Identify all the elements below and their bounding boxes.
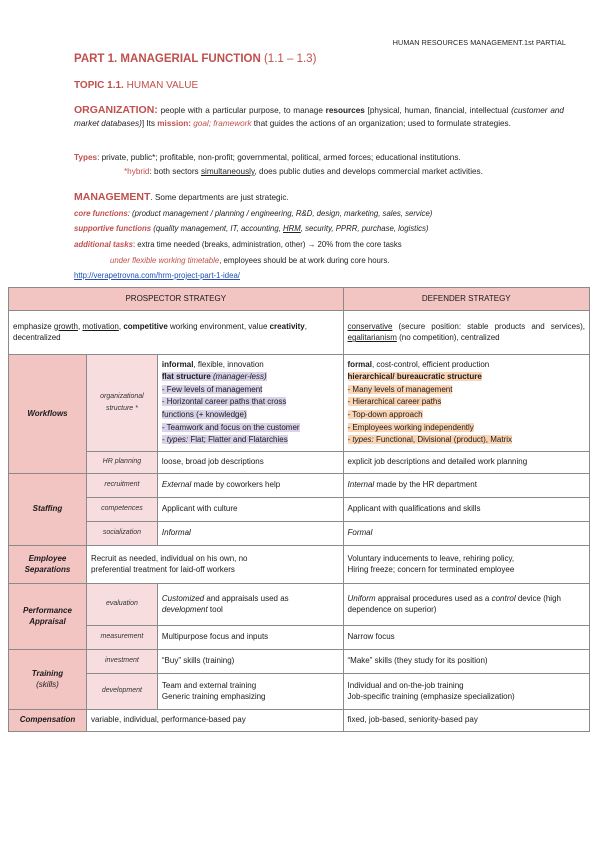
- separations-category: Employee Separations: [9, 545, 87, 583]
- cell-text: working environment, value: [167, 321, 270, 331]
- cell-text: appraisal procedures used as a: [375, 593, 492, 603]
- cell-line: [162, 384, 339, 397]
- cell-text: - Employees working independently: [347, 422, 474, 432]
- hybrid-label: *hybrid: [124, 167, 150, 176]
- cell-text: control: [491, 593, 516, 603]
- cell-text: - Horizontal career paths that cross: [161, 397, 287, 407]
- organization-term: ORGANIZATION:: [74, 104, 158, 116]
- prospector-separations: [86, 545, 343, 583]
- types-paragraph: [74, 152, 564, 165]
- hybrid-paragraph: [124, 166, 564, 179]
- table-row: [9, 583, 590, 625]
- running-header: HUMAN RESOURCES MANAGEMENT.1st PARTIAL: [392, 38, 566, 47]
- part-heading-bold: PART 1. MANAGERIAL FUNCTION: [74, 53, 261, 65]
- organization-text: [physical, human, financial, intellectual: [364, 106, 512, 115]
- cell-line: Generic training emphasizing: [161, 692, 266, 702]
- cell-text: device (high dependence on superior): [347, 593, 561, 615]
- cell-text: - Teamwork and focus on the customer: [161, 422, 300, 432]
- additional-tasks-text: : extra time needed (breaks, administration, other) → 20% from the core tasks: [132, 240, 402, 249]
- table-row: [9, 473, 590, 497]
- appraisal-category: Performance Appraisal: [9, 583, 87, 649]
- cell-text: , cost-control, efficient production: [371, 359, 490, 369]
- types-text: : private, public*; profitable, non-profit; governmental, political, armed forces; educational institutions.: [97, 153, 461, 162]
- cell-line: [162, 396, 339, 409]
- core-functions-text: : (product management / planning / engineering, R&D, design, marketing, sales, service): [127, 209, 433, 218]
- defender-separations: [343, 545, 589, 583]
- hrm-term: HRM: [283, 224, 301, 233]
- cell-text: - Many levels of management: [347, 384, 453, 394]
- org-structure-subcategory: organizational structure *: [86, 354, 157, 451]
- hierarchical-term: hierarchical/ bureaucratic structure: [347, 372, 482, 382]
- part-heading-range: (1.1 – 1.3): [260, 53, 317, 65]
- cell-text: (no competition), centralized: [396, 333, 500, 343]
- reference-link[interactable]: http://verapetrovna.com/hrm-project-part-1-idea/: [74, 271, 240, 280]
- cell-line: [348, 371, 585, 384]
- cell-text: ,: [118, 321, 124, 331]
- cell-text: Internal: [347, 480, 375, 490]
- management-term: MANAGEMENT: [74, 191, 151, 203]
- defender-recruitment: [343, 473, 589, 497]
- core-functions-label: core functions: [74, 209, 128, 218]
- cell-text: - types:: [347, 435, 374, 445]
- defender-hr-planning: explicit job descriptions and detailed work planning: [343, 451, 589, 473]
- prospector-evaluation: [157, 583, 343, 625]
- training-sublabel: (skills): [36, 680, 59, 690]
- cell-text: development: [161, 605, 208, 615]
- cell-text: Functional, Divisional (product), Matrix: [373, 435, 513, 445]
- cell-text: , decentralized: [13, 321, 307, 343]
- cell-line: Voluntary inducements to leave, rehiring policy,: [347, 553, 515, 563]
- types-highlight: [162, 435, 288, 444]
- cell-text: - Top-down approach: [347, 409, 423, 419]
- defender-investment: “Make” skills (they study for its position): [343, 649, 589, 673]
- defender-compensation: fixed, job-based, seniority-based pay: [343, 709, 589, 731]
- training-label: Training: [31, 668, 64, 678]
- defender-development: [343, 673, 589, 709]
- management-text: . Some departments are just strategic.: [150, 193, 289, 202]
- compensation-category: Compensation: [9, 709, 87, 731]
- cell-text: (manager-less): [213, 372, 267, 382]
- cell-text: ,: [77, 321, 83, 331]
- cell-line: [162, 422, 339, 435]
- flexible-timetable-label: under flexible working timetable: [110, 256, 220, 265]
- flexible-timetable-line: [110, 255, 564, 268]
- table-row: [9, 451, 590, 473]
- supportive-functions-line: [74, 223, 564, 236]
- hr-planning-subcategory: HR planning: [86, 451, 157, 473]
- cell-text: and appraisals used as: [204, 593, 289, 603]
- cell-text: , flexible, innovation: [193, 359, 264, 369]
- strategy-table: [8, 287, 590, 732]
- part-heading: [74, 53, 316, 65]
- competitive-term: competitive: [123, 321, 168, 331]
- organization-text: that guides the actions of an organization; used to formulate strategies.: [251, 118, 511, 128]
- hybrid-text: : both sectors: [149, 167, 201, 176]
- defender-competences: Applicant with qualifications and skills: [343, 497, 589, 521]
- organization-text: people with a particular purpose, to manage: [157, 106, 326, 115]
- conservative-term: conservative: [347, 321, 393, 331]
- cell-line: [162, 409, 339, 422]
- hybrid-underlined: simultaneously: [200, 167, 255, 176]
- supportive-functions-label: supportive functions: [74, 224, 152, 233]
- cell-text: - Few levels of management: [161, 384, 263, 394]
- types-label: Types: [74, 153, 98, 162]
- cell-line: [348, 359, 585, 372]
- core-functions-line: [74, 208, 564, 221]
- supportive-functions-text: , security, PPRR, purchase, logistics): [300, 224, 429, 233]
- prospector-header: PROSPECTOR STRATEGY: [9, 288, 344, 311]
- table-row: [9, 673, 590, 709]
- prospector-hr-planning: loose, broad job descriptions: [157, 451, 343, 473]
- hybrid-text: , does public duties and develops commercial market activities.: [254, 167, 483, 176]
- table-row: [9, 521, 590, 545]
- hierarchical-highlight: [348, 372, 482, 381]
- topic-heading: [74, 80, 198, 91]
- framework-term: framework: [213, 118, 252, 128]
- cell-line: [348, 384, 585, 397]
- additional-tasks-label: additional tasks: [74, 240, 133, 249]
- flat-structure-term: flat structure: [161, 372, 214, 382]
- defender-evaluation: [343, 583, 589, 625]
- prospector-competences: Applicant with culture: [157, 497, 343, 521]
- measurement-subcategory: measurement: [86, 625, 157, 649]
- table-row: [9, 354, 590, 451]
- prospector-measurement: Multipurpose focus and inputs: [157, 625, 343, 649]
- prospector-development: [157, 673, 343, 709]
- training-category: [9, 649, 87, 709]
- supportive-functions-text: (quality management, IT, accounting,: [151, 224, 284, 233]
- cell-line: [162, 593, 339, 605]
- cell-text: Customized: [161, 593, 205, 603]
- defender-measurement: Narrow focus: [343, 625, 589, 649]
- cell-line: [348, 434, 585, 447]
- cell-line: [162, 371, 339, 384]
- prospector-recruitment: [157, 473, 343, 497]
- management-paragraph: [74, 191, 564, 205]
- defender-workflows: [343, 354, 589, 451]
- cell-text: emphasize: [13, 321, 54, 331]
- cell-text: - Hierarchical career paths: [347, 397, 442, 407]
- defender-socialization: Formal: [343, 521, 589, 545]
- prospector-investment: “Buy” skills (training): [157, 649, 343, 673]
- organization-paragraph: [74, 104, 564, 130]
- table-header-row: [9, 288, 590, 311]
- cell-text: External: [161, 480, 192, 490]
- workflows-category: Workflows: [9, 354, 87, 473]
- reference-link-line: [74, 270, 564, 283]
- cell-text: functions (+ knowledge): [161, 409, 247, 419]
- cell-line: Team and external training: [161, 680, 257, 690]
- flexible-timetable-text: , employees should be at work during core hours.: [219, 256, 390, 265]
- goal-term: goal;: [193, 118, 211, 128]
- egalitarianism-term: egalitarianism: [347, 333, 397, 343]
- formal-term: formal: [347, 359, 372, 369]
- cell-text: Uniform: [347, 593, 376, 603]
- cell-text: tool: [207, 605, 223, 615]
- growth-term: growth: [53, 321, 78, 331]
- table-row: [9, 709, 590, 731]
- topic-heading-bold: TOPIC 1.1.: [74, 80, 124, 91]
- socialization-subcategory: socialization: [86, 521, 157, 545]
- mission-term: mission:: [157, 118, 191, 128]
- cell-line: Individual and on-the-job training: [347, 680, 464, 690]
- organization-text: ] Its: [141, 118, 158, 128]
- motivation-term: motivation: [82, 321, 119, 331]
- competences-subcategory: competences: [86, 497, 157, 521]
- cell-line: Hiring freeze; concern for terminated employee: [347, 565, 515, 575]
- cell-text: Flat; Flatter and Flatarchies: [188, 435, 288, 445]
- table-row: [9, 545, 590, 583]
- evaluation-subcategory: evaluation: [86, 583, 157, 625]
- cell-line: Recruit as needed, individual on his own, no: [90, 553, 248, 563]
- cell-line: preferential treatment for laid-off workers: [90, 565, 235, 575]
- resources-term: resources: [325, 106, 365, 115]
- table-row: [9, 649, 590, 673]
- additional-tasks-line: [74, 239, 564, 252]
- cell-line: [162, 359, 339, 372]
- prospector-workflows: [157, 354, 343, 451]
- prospector-socialization: Informal: [157, 521, 343, 545]
- creativity-term: creativity: [269, 321, 305, 331]
- cell-text: made by the HR department: [374, 480, 477, 490]
- flat-structure-highlight: [162, 372, 267, 381]
- cell-line: [348, 422, 585, 435]
- cell-line: [162, 604, 339, 616]
- defender-intro: [343, 310, 589, 354]
- development-subcategory: development: [86, 673, 157, 709]
- cell-text: made by coworkers help: [191, 480, 281, 490]
- cell-text: (secure position: stable products and services),: [392, 321, 585, 331]
- defender-header: DEFENDER STRATEGY: [343, 288, 589, 311]
- cell-text: - types:: [161, 435, 189, 445]
- cell-line: Job-specific training (emphasize specialization): [347, 692, 515, 702]
- prospector-intro: [9, 310, 344, 354]
- prospector-compensation: variable, individual, performance-based pay: [86, 709, 343, 731]
- staffing-category: Staffing: [9, 473, 87, 545]
- topic-heading-title: HUMAN VALUE: [123, 80, 199, 91]
- cell-line: [162, 434, 339, 447]
- investment-subcategory: investment: [86, 649, 157, 673]
- table-row: [9, 497, 590, 521]
- recruitment-subcategory: recruitment: [86, 473, 157, 497]
- cell-line: [348, 396, 585, 409]
- databases-note: (customer and market databases): [74, 106, 564, 128]
- table-row: [9, 625, 590, 649]
- table-row: [9, 310, 590, 354]
- types-highlight: [348, 435, 513, 444]
- cell-line: [348, 409, 585, 422]
- informal-term: informal: [161, 359, 194, 369]
